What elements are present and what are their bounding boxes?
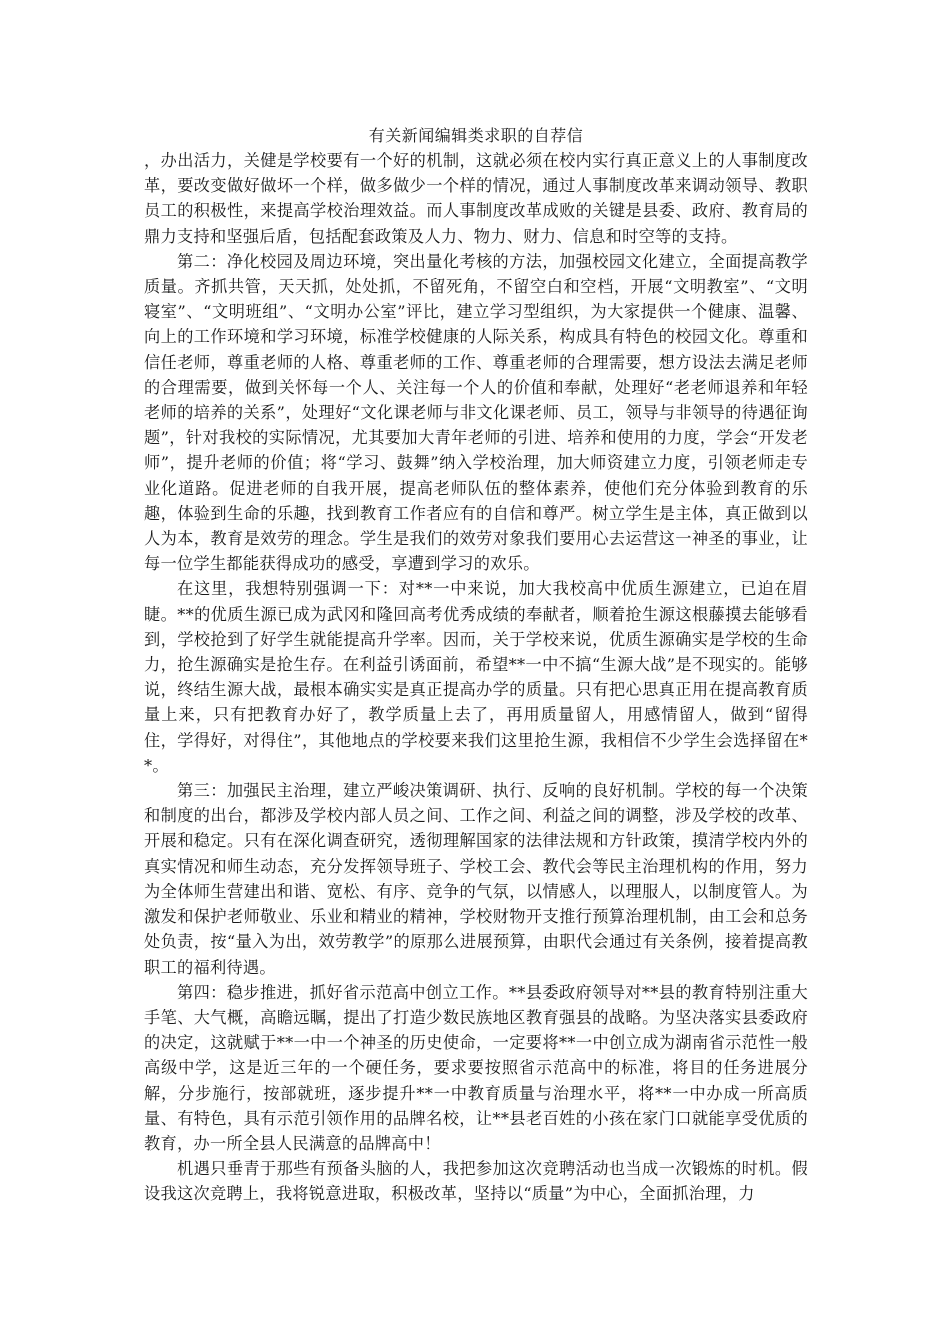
- paragraph-3: 在这里，我想特别强调一下：对**一中来说，加大我校高中优质生源建立，已迫在眉睫。**的优质生源已成为武冈和隆回高考优秀成绩的奉献者，顺着抢生源这根藤摸去能够看到，学校抢到了好学生就能提高升学率。因而，关于学校来说，优质生源确实是学校的生命力，抢生源确实是抢生存。在利益引诱面前，希望**一中不搞“生源大战”是不现实的。能够说，终结生源大战，最根本确实实是真正提高办学的质量。只有把心思真正用在提高教育质量上来，只有把教育办好了，教学质量上去了，再用质量留人，用感情留人，做到“留得住，学得好，对得住”，其他地点的学校要来我们这里抢生源，我相信不少学生会选择留在**。: [144, 579, 808, 775]
- paragraph-2: 第二：净化校园及周边环境，突出量化考核的方法，加强校园文化建立，全面提高教学质量。齐抓共管，天天抓，处处抓，不留死角，不留空白和空档，开展“文明教室”、“文明寝室”、“文明班组”、“文明办公室”评比，建立学习型组织，为大家提供一个健康、温馨、向上的工作环境和学习环境，标准学校健康的人际关系，构成具有特色的校园文化。尊重和信任老师，尊重老师的人格、尊重老师的工作、尊重老师的合理需要，想方设法去满足老师的合理需要，做到关怀每一个人、关注每一个人的价值和奉献，处理好“老老师退养和年轻老师的培养的关系”，处理好“文化课老师与非文化课老师、员工，领导与非领导的待遇征询题”，针对我校的实际情况，尤其要加大青年老师的引进、培养和使用的力度，学会“开发老师”，提升老师的价值；将“学习、鼓舞”纳入学校治理，加大师资建立力度，引领老师走专业化道路。促进老师的自我开展，提高老师队伍的整体素养，使他们充分体验到教育的乐趣，体验到生命的乐趣，找到教育工作者应有的自信和尊严。树立学生是主体，真正做到以人为本，教育是效劳的理念。学生是我们的效劳对象我们要用心去运营这一神圣的事业，让每一位学生都能获得成功的感受，享遭到学习的欢乐。: [144, 251, 808, 574]
- paragraph-6: 机遇只垂青于那些有预备头脑的人，我把参加这次竞聘活动也当成一次锻炼的时机。假设我这次竞聘上，我将锐意进取，积极改革，坚持以“质量”为中心，全面抓治理，力: [144, 1159, 808, 1204]
- paragraph-1: ，办出活力，关健是学校要有一个好的机制，这就必须在校内实行真正意义上的人事制度改革，要改变做好做坏一个样，做多做少一个样的情况，通过人事制度改革来调动领导、教职员工的积极性，来提高学校治理效益。而人事制度改革成败的关键是县委、政府、教育局的鼎力支持和坚强后盾，包括配套政策及人力、物力、财力、信息和时空等的支持。: [144, 151, 808, 246]
- paragraph-5: 第四：稳步推进，抓好省示范高中创立工作。**县委政府领导对**县的教育特别注重大手笔、大气概，高瞻远瞩，提出了打造少数民族地区教育强县的战略。为坚决落实县委政府的决定，这就赋于**一中一个神圣的历史使命，一定要将**一中创立成为湖南省示范性一般高级中学，这是近三年的一个硬任务，要求要按照省示范高中的标准，将目的任务进展分解，分步施行，按部就班，逐步提升**一中教育质量与治理水平，将**一中办成一所高质量、有特色，具有示范引领作用的品牌名校，让**县老百姓的小孩在家门口就能享受优质的教育，办一所全县人民满意的品牌高中！: [144, 982, 808, 1153]
- document-title: 有关新闻编辑类求职的自荐信: [368, 126, 584, 145]
- paragraph-4: 第三：加强民主治理，建立严峻决策调研、执行、反响的良好机制。学校的每一个决策和制度的出台，都涉及学校内部人员之间、工作之间、利益之间的调整，涉及学校的改革、开展和稳定。只有在深化调查研究，透彻理解国家的法律法规和方针政策，摸清学校内外的真实情况和师生动态，充分发挥领导班子、学校工会、教代会等民主治理机构的作用，努力为全体师生营建出和谐、宽松、有序、竞争的气氛，以情感人，以理服人，以制度管人。为激发和保护老师敬业、乐业和精业的精神，学校财物开支推行预算治理机制，由工会和总务处负责，按“量入为出，效劳教学”的原那么进展预算，由职代会通过有关条例，接着提高教职工的福利待遇。: [144, 781, 808, 977]
- document-page: [144, 124, 808, 1207]
